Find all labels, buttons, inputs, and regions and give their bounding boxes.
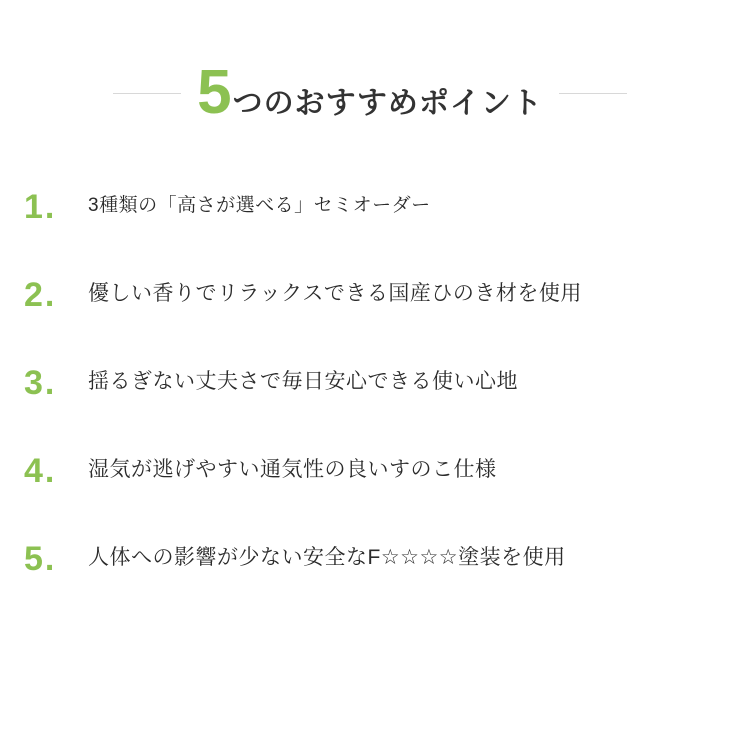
list-item-label: 湿気が逃げやすい通気性の良いすのこ仕様 xyxy=(88,458,497,481)
list-item-label: 優しい香りでリラックスできる国産ひのき材を使用 xyxy=(88,282,582,305)
heading-number: 5 xyxy=(197,58,231,127)
points-list xyxy=(24,182,724,622)
list-item-number: 3. xyxy=(24,364,57,402)
heading-rule-left xyxy=(113,93,181,94)
list-item xyxy=(24,534,724,622)
list-item-label: 揺るぎない丈夫さで毎日安心できる使い心地 xyxy=(88,370,518,393)
list-item-number: 1. xyxy=(24,188,57,226)
list-item-label: 3種類の「高さが選べる」セミオーダー xyxy=(88,195,431,216)
list-item-number: 5. xyxy=(24,540,57,578)
heading-subtitle: つのおすすめポイント xyxy=(232,87,543,120)
list-item-number: 4. xyxy=(24,452,57,490)
heading-rule-right xyxy=(559,93,627,94)
list-item xyxy=(24,270,724,358)
list-item xyxy=(24,358,724,446)
list-item xyxy=(24,446,724,534)
list-item-number: 2. xyxy=(24,276,57,314)
page-title xyxy=(0,58,740,127)
list-item-label: 人体への影響が少ない安全なF☆☆☆☆塗装を使用 xyxy=(88,546,566,569)
list-item xyxy=(24,182,724,270)
heading-text xyxy=(197,58,543,127)
